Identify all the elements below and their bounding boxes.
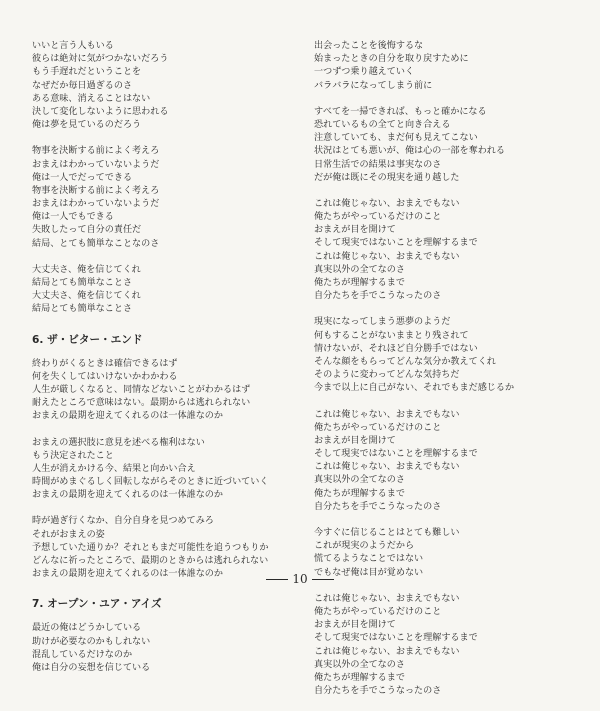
lyric-line: 予想していた通りか？それともまだ可能性を追うつもりか xyxy=(32,542,269,553)
right-column xyxy=(314,40,576,711)
lyric-line: 俺は夢を見ているのだろう xyxy=(32,120,142,131)
lyric-line: 一つずつ乗り越えていく xyxy=(314,67,415,78)
lyric-line: これは俺じゃない、おまえでもない xyxy=(314,198,460,209)
lyric-stanza xyxy=(314,106,576,185)
lyric-line: おまえの最期を迎えてくれるのは一体誰なのか xyxy=(32,411,223,422)
song7-lyrics xyxy=(32,622,294,675)
lyric-line: 何を失くしてはいけないかわかわる xyxy=(32,371,178,382)
lyric-line: これは俺じゃない、おまえでもない xyxy=(314,593,460,604)
page-number xyxy=(0,572,600,586)
page-number-rule-left xyxy=(266,579,288,580)
lyric-line: ある意味、消えることはない xyxy=(32,93,151,104)
lyric-line: なぜだか毎日過ぎるのさ xyxy=(32,80,133,91)
page-number-rule-right xyxy=(312,579,334,580)
lyric-line: 自分たちを手でこうなったのさ xyxy=(314,291,442,302)
lyric-line: 真実以外の全てなのさ xyxy=(314,659,405,670)
lyric-line: 俺たちがやっているだけのこと xyxy=(314,606,442,617)
lyric-line: 俺は自分の妄想を信じている xyxy=(32,662,151,673)
lyric-line: 人生が厳しくなると、同情などないことがわかるはず xyxy=(32,384,251,395)
lyric-line: 大丈夫さ、俺を信じてくれ xyxy=(32,291,141,302)
song6-lyrics xyxy=(32,358,294,582)
lyric-stanza xyxy=(314,316,576,395)
lyric-line: 結局とても簡単なことさ xyxy=(32,304,133,315)
lyric-line: 自分たちを手でこうなったのさ xyxy=(314,501,442,512)
lyric-line: 現実になってしまう悪夢のようだ xyxy=(314,317,451,328)
lyric-line: そして現実ではないことを理解するまで xyxy=(314,633,478,644)
lyric-line: 終わりがくるときは確信できるはず xyxy=(32,358,178,369)
lyric-line: もう決定されたこと xyxy=(32,450,114,461)
lyric-line: どんなに祈ったところで、最期のときからは逃れられない xyxy=(32,556,269,566)
lyric-line: これは俺じゃない、おまえでもない xyxy=(314,646,460,657)
song-title-7: 7. オープン・ユア・アイズ xyxy=(32,598,162,611)
lyric-line: 物事を決断する前によく考えろ xyxy=(32,185,160,196)
lyric-line: すべてを一掃できれば、もっと確かになる xyxy=(314,106,487,117)
lyric-stanza xyxy=(32,622,294,675)
continued-lyrics xyxy=(314,40,576,698)
lyric-line: 真実以外の全てなのさ xyxy=(314,264,405,275)
lyric-line: おまえが目を開けて xyxy=(314,225,396,236)
lyric-line: そのように変わってどんな気持ちだ xyxy=(314,370,460,381)
lyric-line: いいと言う人もいる xyxy=(32,41,114,51)
lyric-line: 状況はとても悪いが、俺は心の一部を奪われる xyxy=(314,146,505,157)
lyric-line: 始まったときの自分を取り戻すために xyxy=(314,54,469,65)
lyric-stanza xyxy=(32,145,294,251)
lyric-line: 俺たちが理解するまで xyxy=(314,488,405,499)
lyric-line: 恐れているもの全てと向き合える xyxy=(314,119,451,130)
lyric-line: これは俺じゃない、おまえでもない xyxy=(314,462,460,473)
lyric-line: 俺たちが理解するまで xyxy=(314,278,405,288)
lyric-line: バラバラになってしまう前に xyxy=(314,80,433,91)
lyric-line: 注意していても、まだ何も見えてこない xyxy=(314,133,478,144)
lyric-line: 失敗したって自分の責任だ xyxy=(32,225,142,236)
lyric-line: これは俺じゃない、おまえでもない xyxy=(314,409,460,420)
lyric-line: そして現実ではないことを理解するまで xyxy=(314,449,478,460)
lyric-line: 今まで以上に自己がない、それでもまだ感じるか xyxy=(314,383,515,394)
lyric-line: 真実以外の全てなのさ xyxy=(314,475,405,486)
lyric-line: 耐えたところで意味はない。最期からは逃れられない xyxy=(32,398,251,409)
lyric-line: 物事を決断する前によく考えろ xyxy=(32,146,160,157)
lyric-stanza xyxy=(32,437,294,503)
page-number-value: 10 xyxy=(292,572,308,586)
lyric-line: 俺は一人でもできる xyxy=(32,212,114,223)
lyric-line: 日常生活での結果は事実なのさ xyxy=(314,159,442,170)
lyric-line: おまえはわかっていないようだ xyxy=(32,199,160,210)
lyric-line: 結局、とても簡単なことなのさ xyxy=(32,238,160,249)
lyric-line: 結局とても簡単なことさ xyxy=(32,278,133,288)
lyric-line: 俺たちがやっているだけのこと xyxy=(314,422,442,433)
lyric-line: 混乱しているだけなのか xyxy=(32,649,133,660)
lyric-line: 自分たちを手でこうなったのさ xyxy=(314,686,442,697)
lyric-line: 決して変化しないように思われる xyxy=(32,106,169,117)
song-title-6: 6. ザ・ビター・エンド xyxy=(32,333,143,346)
left-column xyxy=(32,40,294,688)
lyric-line: おまえが目を開けて xyxy=(314,435,396,446)
lyric-stanza xyxy=(32,358,294,424)
lyric-line: 彼らは絶対に気がつかないだろう xyxy=(32,54,169,65)
lyric-line: 時が過ぎ行くなか、自分自身を見つめてみろ xyxy=(32,516,214,527)
intro-lyrics xyxy=(32,40,294,317)
lyric-line: 時間がめまぐるしく回転しながらそのときに近づいていく xyxy=(32,477,269,488)
lyric-line: おまえはわかっていないようだ xyxy=(32,159,160,170)
lyric-line: おまえの最期を迎えてくれるのは一体誰なのか xyxy=(32,569,223,580)
lyric-line: おまえの最期を迎えてくれるのは一体誰なのか xyxy=(32,490,223,501)
lyric-line: それがおまえの姿 xyxy=(32,529,105,540)
lyric-line: 人生が消えかける今、結果と向かい合え xyxy=(32,463,196,474)
lyric-stanza xyxy=(314,40,576,93)
lyric-stanza xyxy=(314,593,576,699)
lyric-line: 出会ったことを後悔するな xyxy=(314,41,424,51)
lyric-line: 今すぐに信じることはとても難しい xyxy=(314,528,460,538)
lyric-stanza xyxy=(314,409,576,515)
lyric-line: 俺は一人でだってできる xyxy=(32,172,133,183)
lyric-line: でもなぜ俺は目が覚めない xyxy=(314,567,424,578)
lyric-line: 最近の俺はどうかしている xyxy=(32,623,142,634)
lyric-line: 俺たちが理解するまで xyxy=(314,672,405,683)
lyric-line: 助けが必要なのかもしれない xyxy=(32,636,151,647)
lyric-stanza xyxy=(32,40,294,132)
lyric-line: 俺たちがやっているだけのこと xyxy=(314,212,442,223)
lyric-line: 大丈夫さ、俺を信じてくれ xyxy=(32,264,141,275)
lyric-line: これは俺じゃない、おまえでもない xyxy=(314,251,460,262)
lyric-line: 何もすることがないままとり残されて xyxy=(314,330,469,341)
lyric-line: これが現実のようだから xyxy=(314,541,415,552)
lyric-line: そんな顔をもらってどんな気分か教えてくれ xyxy=(314,356,496,367)
lyric-line: もう手遅れだということを xyxy=(32,67,142,78)
lyric-line: そして現実ではないことを理解するまで xyxy=(314,238,478,249)
lyric-stanza xyxy=(32,264,294,317)
lyric-line: 情けないが、それほど自分勝手ではない xyxy=(314,343,478,354)
lyric-line: 慌てるようなことではない xyxy=(314,554,424,565)
lyric-line: おまえの選択肢に意見を述べる権利はない xyxy=(32,437,205,448)
lyric-line: おまえが目を開けて xyxy=(314,620,396,631)
lyric-stanza xyxy=(314,198,576,304)
lyric-line: だが俺は既にその現実を通り越した xyxy=(314,172,460,183)
